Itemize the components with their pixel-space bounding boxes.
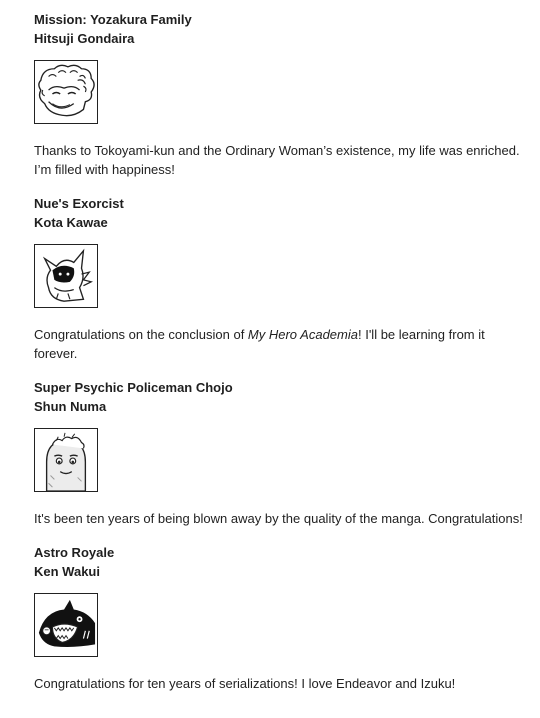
- entry-astro-royale: [34, 543, 524, 693]
- message-text-end: ! I'll be learning from it forever.: [34, 327, 485, 361]
- author-name: Ken Wakui: [34, 564, 100, 579]
- message-list: [34, 10, 524, 693]
- egg-face-icon: [34, 428, 98, 492]
- author-name: Hitsuji Gondaira: [34, 31, 135, 46]
- series-title: Mission: Yozakura Family: [34, 12, 192, 27]
- message-text-start: Congratulations on the conclusion of: [34, 327, 248, 342]
- entry-super-psychic-policeman-chojo: [34, 378, 524, 528]
- entry-nues-exorcist: [34, 194, 524, 363]
- message-text: [34, 325, 524, 363]
- series-title: Nue's Exorcist: [34, 196, 124, 211]
- author-name: Shun Numa: [34, 399, 107, 414]
- series-title: Astro Royale: [34, 545, 115, 560]
- series-title: Super Psychic Policeman Chojo: [34, 380, 233, 395]
- shark-icon: [34, 593, 98, 657]
- sheep-face-icon: [34, 60, 98, 124]
- author-name: Kota Kawae: [34, 215, 108, 230]
- message-text: Congratulations for ten years of serializations! I love Endeavor and Izuku!: [34, 676, 456, 691]
- message-text: Thanks to Tokoyami-kun and the Ordinary Woman’s existence, my life was enriched. I’m filled with happiness!: [34, 143, 520, 177]
- message-text: It's been ten years of being blown away by the quality of the manga. Congratulations!: [34, 511, 523, 526]
- entry-mission-yozakura-family: [34, 10, 524, 179]
- cloaked-creature-icon: [34, 244, 98, 308]
- series-reference: My Hero Academia: [247, 327, 358, 342]
